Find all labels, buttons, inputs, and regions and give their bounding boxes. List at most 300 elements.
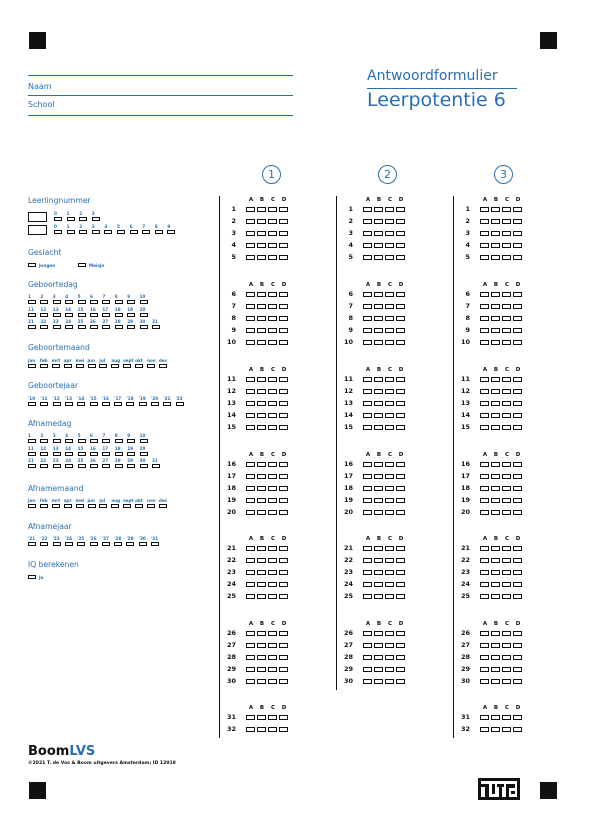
answer-checkbox-b[interactable] <box>374 413 383 418</box>
answer-checkbox-d[interactable] <box>513 231 522 236</box>
answer-checkbox-c[interactable] <box>385 255 394 260</box>
answer-checkbox-a[interactable] <box>480 582 489 587</box>
gender-checkbox-meisje[interactable] <box>78 263 86 267</box>
answer-checkbox-a[interactable] <box>480 389 489 394</box>
answer-checkbox-a[interactable] <box>480 558 489 563</box>
answer-checkbox-a[interactable] <box>363 474 372 479</box>
answer-checkbox-a[interactable] <box>246 558 255 563</box>
answer-checkbox-b[interactable] <box>491 340 500 345</box>
answer-checkbox-d[interactable] <box>396 667 405 672</box>
answer-checkbox-d[interactable] <box>513 328 522 333</box>
answer-checkbox-b[interactable] <box>257 462 266 467</box>
answer-checkbox-d[interactable] <box>396 582 405 587</box>
answer-checkbox-b[interactable] <box>374 667 383 672</box>
answer-checkbox-c[interactable] <box>385 655 394 660</box>
answer-checkbox-b[interactable] <box>491 727 500 732</box>
answer-checkbox-a[interactable] <box>363 667 372 672</box>
answer-checkbox-a[interactable] <box>363 498 372 503</box>
answer-checkbox-a[interactable] <box>363 643 372 648</box>
answer-checkbox-b[interactable] <box>257 401 266 406</box>
answer-checkbox-a[interactable] <box>246 231 255 236</box>
answer-checkbox-d[interactable] <box>513 570 522 575</box>
answer-checkbox-c[interactable] <box>268 558 277 563</box>
answer-checkbox-c[interactable] <box>268 316 277 321</box>
answer-checkbox-a[interactable] <box>246 667 255 672</box>
name-field[interactable] <box>28 95 293 96</box>
answer-checkbox-b[interactable] <box>491 582 500 587</box>
birth-day-checkbox[interactable] <box>90 313 98 317</box>
test-day-checkbox[interactable] <box>127 439 135 443</box>
answer-checkbox-d[interactable] <box>513 316 522 321</box>
test-day-checkbox[interactable] <box>28 464 36 468</box>
answer-checkbox-c[interactable] <box>268 243 277 248</box>
answer-checkbox-d[interactable] <box>396 340 405 345</box>
answer-checkbox-d[interactable] <box>513 558 522 563</box>
answer-checkbox-c[interactable] <box>502 582 511 587</box>
answer-checkbox-d[interactable] <box>513 667 522 672</box>
answer-checkbox-d[interactable] <box>513 304 522 309</box>
answer-checkbox-c[interactable] <box>385 474 394 479</box>
answer-checkbox-b[interactable] <box>374 389 383 394</box>
answer-checkbox-b[interactable] <box>257 255 266 260</box>
answer-checkbox-b[interactable] <box>374 631 383 636</box>
answer-checkbox-d[interactable] <box>279 377 288 382</box>
answer-checkbox-c[interactable] <box>385 594 394 599</box>
answer-checkbox-c[interactable] <box>502 304 511 309</box>
answer-checkbox-d[interactable] <box>396 498 405 503</box>
answer-checkbox-c[interactable] <box>268 425 277 430</box>
birth-day-checkbox[interactable] <box>53 325 61 329</box>
answer-checkbox-c[interactable] <box>268 570 277 575</box>
answer-checkbox-d[interactable] <box>396 558 405 563</box>
answer-checkbox-a[interactable] <box>246 582 255 587</box>
answer-checkbox-a[interactable] <box>480 667 489 672</box>
test-day-checkbox[interactable] <box>78 452 86 456</box>
answer-checkbox-c[interactable] <box>385 486 394 491</box>
answer-checkbox-b[interactable] <box>257 292 266 297</box>
answer-checkbox-b[interactable] <box>491 715 500 720</box>
answer-checkbox-c[interactable] <box>502 486 511 491</box>
test-year-checkbox[interactable] <box>114 542 122 546</box>
answer-checkbox-b[interactable] <box>257 727 266 732</box>
test-month-checkbox[interactable] <box>88 504 96 508</box>
answer-checkbox-b[interactable] <box>374 243 383 248</box>
answer-checkbox-b[interactable] <box>257 389 266 394</box>
answer-checkbox-c[interactable] <box>502 643 511 648</box>
answer-checkbox-c[interactable] <box>268 255 277 260</box>
answer-checkbox-c[interactable] <box>385 546 394 551</box>
answer-checkbox-a[interactable] <box>480 255 489 260</box>
answer-checkbox-a[interactable] <box>480 546 489 551</box>
test-day-checkbox[interactable] <box>65 439 73 443</box>
answer-checkbox-a[interactable] <box>246 219 255 224</box>
answer-checkbox-d[interactable] <box>513 643 522 648</box>
test-day-checkbox[interactable] <box>90 464 98 468</box>
answer-checkbox-c[interactable] <box>385 304 394 309</box>
answer-checkbox-b[interactable] <box>491 292 500 297</box>
birth-day-checkbox[interactable] <box>115 313 123 317</box>
answer-checkbox-a[interactable] <box>480 340 489 345</box>
answer-checkbox-c[interactable] <box>268 643 277 648</box>
birth-year-checkbox[interactable] <box>90 402 98 406</box>
answer-checkbox-c[interactable] <box>385 667 394 672</box>
birth-day-checkbox[interactable] <box>152 325 160 329</box>
answer-checkbox-a[interactable] <box>363 340 372 345</box>
answer-checkbox-d[interactable] <box>513 486 522 491</box>
answer-checkbox-c[interactable] <box>385 510 394 515</box>
test-day-checkbox[interactable] <box>40 439 48 443</box>
test-day-checkbox[interactable] <box>140 464 148 468</box>
answer-checkbox-c[interactable] <box>385 316 394 321</box>
birth-day-checkbox[interactable] <box>40 325 48 329</box>
answer-checkbox-d[interactable] <box>513 631 522 636</box>
answer-checkbox-b[interactable] <box>257 498 266 503</box>
answer-checkbox-b[interactable] <box>491 655 500 660</box>
birth-year-checkbox[interactable] <box>139 402 147 406</box>
student-number-digit-checkbox[interactable] <box>104 230 112 234</box>
answer-checkbox-d[interactable] <box>279 462 288 467</box>
answer-checkbox-d[interactable] <box>279 679 288 684</box>
test-month-checkbox[interactable] <box>52 504 60 508</box>
student-number-digit-checkbox[interactable] <box>54 230 62 234</box>
answer-checkbox-b[interactable] <box>374 679 383 684</box>
answer-checkbox-d[interactable] <box>396 594 405 599</box>
student-number-digit-checkbox[interactable] <box>92 230 100 234</box>
answer-checkbox-a[interactable] <box>363 207 372 212</box>
school-field[interactable] <box>28 115 293 116</box>
answer-checkbox-c[interactable] <box>502 727 511 732</box>
answer-checkbox-b[interactable] <box>257 582 266 587</box>
test-day-checkbox[interactable] <box>28 439 36 443</box>
birth-day-checkbox[interactable] <box>140 325 148 329</box>
answer-checkbox-d[interactable] <box>396 292 405 297</box>
birth-year-checkbox[interactable] <box>126 402 134 406</box>
answer-checkbox-d[interactable] <box>279 558 288 563</box>
answer-checkbox-c[interactable] <box>502 631 511 636</box>
answer-checkbox-d[interactable] <box>396 316 405 321</box>
answer-checkbox-c[interactable] <box>268 413 277 418</box>
answer-checkbox-b[interactable] <box>491 207 500 212</box>
student-number-digit-checkbox[interactable] <box>79 217 87 221</box>
test-year-checkbox[interactable] <box>40 542 48 546</box>
answer-checkbox-d[interactable] <box>396 643 405 648</box>
answer-checkbox-c[interactable] <box>502 594 511 599</box>
answer-checkbox-a[interactable] <box>363 401 372 406</box>
answer-checkbox-c[interactable] <box>502 328 511 333</box>
answer-checkbox-c[interactable] <box>502 377 511 382</box>
answer-checkbox-b[interactable] <box>257 377 266 382</box>
test-day-checkbox[interactable] <box>53 464 61 468</box>
test-month-checkbox[interactable] <box>135 504 143 508</box>
answer-checkbox-b[interactable] <box>257 328 266 333</box>
birth-day-checkbox[interactable] <box>140 313 148 317</box>
answer-checkbox-b[interactable] <box>374 510 383 515</box>
answer-checkbox-b[interactable] <box>257 643 266 648</box>
answer-checkbox-c[interactable] <box>502 462 511 467</box>
answer-checkbox-d[interactable] <box>279 389 288 394</box>
answer-checkbox-a[interactable] <box>363 219 372 224</box>
iq-checkbox[interactable] <box>28 575 36 579</box>
answer-checkbox-d[interactable] <box>279 546 288 551</box>
answer-checkbox-c[interactable] <box>502 316 511 321</box>
answer-checkbox-c[interactable] <box>502 498 511 503</box>
test-day-checkbox[interactable] <box>90 439 98 443</box>
birth-day-checkbox[interactable] <box>28 300 36 304</box>
answer-checkbox-d[interactable] <box>513 401 522 406</box>
answer-checkbox-c[interactable] <box>268 219 277 224</box>
answer-checkbox-b[interactable] <box>491 474 500 479</box>
test-day-checkbox[interactable] <box>115 464 123 468</box>
answer-checkbox-c[interactable] <box>268 594 277 599</box>
answer-checkbox-d[interactable] <box>279 570 288 575</box>
answer-checkbox-d[interactable] <box>396 377 405 382</box>
answer-checkbox-d[interactable] <box>513 715 522 720</box>
student-number-digit-checkbox[interactable] <box>117 230 125 234</box>
answer-checkbox-a[interactable] <box>246 207 255 212</box>
answer-checkbox-b[interactable] <box>491 679 500 684</box>
answer-checkbox-c[interactable] <box>268 667 277 672</box>
answer-checkbox-b[interactable] <box>257 413 266 418</box>
answer-checkbox-d[interactable] <box>279 486 288 491</box>
answer-checkbox-c[interactable] <box>268 462 277 467</box>
answer-checkbox-a[interactable] <box>246 631 255 636</box>
test-month-checkbox[interactable] <box>76 504 84 508</box>
answer-checkbox-c[interactable] <box>268 401 277 406</box>
answer-checkbox-d[interactable] <box>396 486 405 491</box>
answer-checkbox-b[interactable] <box>374 401 383 406</box>
answer-checkbox-d[interactable] <box>279 594 288 599</box>
answer-checkbox-a[interactable] <box>363 377 372 382</box>
answer-checkbox-a[interactable] <box>246 316 255 321</box>
answer-checkbox-d[interactable] <box>279 727 288 732</box>
answer-checkbox-a[interactable] <box>480 292 489 297</box>
answer-checkbox-c[interactable] <box>502 558 511 563</box>
test-day-checkbox[interactable] <box>53 452 61 456</box>
birth-day-checkbox[interactable] <box>65 313 73 317</box>
birth-month-checkbox[interactable] <box>147 364 155 368</box>
answer-checkbox-a[interactable] <box>246 655 255 660</box>
student-number-digit-checkbox[interactable] <box>79 230 87 234</box>
answer-checkbox-c[interactable] <box>268 292 277 297</box>
answer-checkbox-b[interactable] <box>491 231 500 236</box>
answer-checkbox-c[interactable] <box>385 243 394 248</box>
test-day-checkbox[interactable] <box>140 452 148 456</box>
answer-checkbox-c[interactable] <box>502 655 511 660</box>
answer-checkbox-b[interactable] <box>491 255 500 260</box>
birth-year-checkbox[interactable] <box>77 402 85 406</box>
test-month-checkbox[interactable] <box>123 504 131 508</box>
test-day-checkbox[interactable] <box>115 439 123 443</box>
answer-checkbox-d[interactable] <box>279 413 288 418</box>
answer-checkbox-c[interactable] <box>268 389 277 394</box>
answer-checkbox-a[interactable] <box>246 255 255 260</box>
answer-checkbox-a[interactable] <box>480 377 489 382</box>
answer-checkbox-a[interactable] <box>363 304 372 309</box>
answer-checkbox-c[interactable] <box>385 401 394 406</box>
answer-checkbox-b[interactable] <box>257 510 266 515</box>
answer-checkbox-d[interactable] <box>513 498 522 503</box>
answer-checkbox-d[interactable] <box>279 219 288 224</box>
answer-checkbox-b[interactable] <box>257 546 266 551</box>
answer-checkbox-a[interactable] <box>246 377 255 382</box>
answer-checkbox-b[interactable] <box>374 219 383 224</box>
answer-checkbox-b[interactable] <box>374 255 383 260</box>
test-day-checkbox[interactable] <box>65 464 73 468</box>
answer-checkbox-a[interactable] <box>363 655 372 660</box>
answer-checkbox-a[interactable] <box>480 413 489 418</box>
answer-checkbox-a[interactable] <box>480 498 489 503</box>
answer-checkbox-a[interactable] <box>363 582 372 587</box>
birth-month-checkbox[interactable] <box>88 364 96 368</box>
answer-checkbox-b[interactable] <box>491 631 500 636</box>
answer-checkbox-c[interactable] <box>385 340 394 345</box>
answer-checkbox-a[interactable] <box>246 304 255 309</box>
answer-checkbox-d[interactable] <box>513 462 522 467</box>
answer-checkbox-b[interactable] <box>257 594 266 599</box>
birth-day-checkbox[interactable] <box>115 325 123 329</box>
answer-checkbox-b[interactable] <box>257 486 266 491</box>
answer-checkbox-a[interactable] <box>480 316 489 321</box>
answer-checkbox-c[interactable] <box>502 510 511 515</box>
answer-checkbox-b[interactable] <box>257 667 266 672</box>
answer-checkbox-d[interactable] <box>279 316 288 321</box>
answer-checkbox-c[interactable] <box>502 401 511 406</box>
answer-checkbox-b[interactable] <box>374 292 383 297</box>
answer-checkbox-b[interactable] <box>374 377 383 382</box>
answer-checkbox-a[interactable] <box>480 474 489 479</box>
answer-checkbox-a[interactable] <box>363 316 372 321</box>
answer-checkbox-a[interactable] <box>246 243 255 248</box>
answer-checkbox-a[interactable] <box>246 679 255 684</box>
answer-checkbox-b[interactable] <box>374 594 383 599</box>
answer-checkbox-d[interactable] <box>513 655 522 660</box>
birth-day-checkbox[interactable] <box>53 313 61 317</box>
test-day-checkbox[interactable] <box>140 439 148 443</box>
answer-checkbox-d[interactable] <box>396 631 405 636</box>
test-year-checkbox[interactable] <box>77 542 85 546</box>
birth-month-checkbox[interactable] <box>99 364 107 368</box>
test-month-checkbox[interactable] <box>64 504 72 508</box>
test-year-checkbox[interactable] <box>126 542 134 546</box>
answer-checkbox-d[interactable] <box>513 425 522 430</box>
answer-checkbox-d[interactable] <box>513 243 522 248</box>
answer-checkbox-d[interactable] <box>513 219 522 224</box>
test-day-checkbox[interactable] <box>78 439 86 443</box>
answer-checkbox-b[interactable] <box>491 316 500 321</box>
answer-checkbox-b[interactable] <box>374 486 383 491</box>
birth-year-checkbox[interactable] <box>151 402 159 406</box>
answer-checkbox-d[interactable] <box>279 582 288 587</box>
test-day-checkbox[interactable] <box>40 464 48 468</box>
answer-checkbox-b[interactable] <box>491 377 500 382</box>
answer-checkbox-b[interactable] <box>257 558 266 563</box>
answer-checkbox-b[interactable] <box>374 570 383 575</box>
birth-month-checkbox[interactable] <box>64 364 72 368</box>
answer-checkbox-b[interactable] <box>491 558 500 563</box>
answer-checkbox-a[interactable] <box>480 328 489 333</box>
answer-checkbox-b[interactable] <box>257 231 266 236</box>
test-year-checkbox[interactable] <box>151 542 159 546</box>
answer-checkbox-d[interactable] <box>279 655 288 660</box>
answer-checkbox-b[interactable] <box>491 546 500 551</box>
answer-checkbox-b[interactable] <box>491 328 500 333</box>
test-day-checkbox[interactable] <box>53 439 61 443</box>
birth-day-checkbox[interactable] <box>28 313 36 317</box>
answer-checkbox-b[interactable] <box>257 715 266 720</box>
test-month-checkbox[interactable] <box>111 504 119 508</box>
answer-checkbox-c[interactable] <box>385 498 394 503</box>
answer-checkbox-c[interactable] <box>268 655 277 660</box>
answer-checkbox-d[interactable] <box>279 292 288 297</box>
answer-checkbox-a[interactable] <box>246 727 255 732</box>
answer-checkbox-b[interactable] <box>491 594 500 599</box>
answer-checkbox-b[interactable] <box>374 643 383 648</box>
birth-year-checkbox[interactable] <box>28 402 36 406</box>
answer-checkbox-c[interactable] <box>385 389 394 394</box>
answer-checkbox-b[interactable] <box>257 679 266 684</box>
answer-checkbox-b[interactable] <box>491 389 500 394</box>
answer-checkbox-a[interactable] <box>363 570 372 575</box>
answer-checkbox-c[interactable] <box>268 231 277 236</box>
answer-checkbox-b[interactable] <box>491 425 500 430</box>
answer-checkbox-c[interactable] <box>385 219 394 224</box>
answer-checkbox-d[interactable] <box>279 207 288 212</box>
answer-checkbox-a[interactable] <box>246 328 255 333</box>
answer-checkbox-a[interactable] <box>246 486 255 491</box>
birth-year-checkbox[interactable] <box>163 402 171 406</box>
student-number-digit-checkbox[interactable] <box>92 217 100 221</box>
answer-checkbox-b[interactable] <box>491 510 500 515</box>
answer-checkbox-c[interactable] <box>502 255 511 260</box>
answer-checkbox-a[interactable] <box>363 255 372 260</box>
answer-checkbox-a[interactable] <box>480 425 489 430</box>
answer-checkbox-d[interactable] <box>396 655 405 660</box>
birth-day-checkbox[interactable] <box>90 325 98 329</box>
answer-checkbox-a[interactable] <box>480 679 489 684</box>
test-year-checkbox[interactable] <box>28 542 36 546</box>
answer-checkbox-d[interactable] <box>279 304 288 309</box>
answer-checkbox-b[interactable] <box>374 340 383 345</box>
answer-checkbox-d[interactable] <box>279 401 288 406</box>
answer-checkbox-c[interactable] <box>502 474 511 479</box>
answer-checkbox-b[interactable] <box>374 231 383 236</box>
student-number-box-2[interactable] <box>28 225 47 235</box>
test-year-checkbox[interactable] <box>65 542 73 546</box>
birth-month-checkbox[interactable] <box>52 364 60 368</box>
answer-checkbox-a[interactable] <box>480 243 489 248</box>
answer-checkbox-d[interactable] <box>279 643 288 648</box>
answer-checkbox-d[interactable] <box>513 377 522 382</box>
answer-checkbox-d[interactable] <box>513 510 522 515</box>
answer-checkbox-d[interactable] <box>279 474 288 479</box>
answer-checkbox-d[interactable] <box>513 546 522 551</box>
student-number-digit-checkbox[interactable] <box>155 230 163 234</box>
test-day-checkbox[interactable] <box>28 452 36 456</box>
answer-checkbox-d[interactable] <box>396 425 405 430</box>
birth-day-checkbox[interactable] <box>140 300 148 304</box>
answer-checkbox-c[interactable] <box>502 715 511 720</box>
answer-checkbox-c[interactable] <box>385 413 394 418</box>
answer-checkbox-a[interactable] <box>246 413 255 418</box>
answer-checkbox-d[interactable] <box>396 546 405 551</box>
answer-checkbox-a[interactable] <box>480 594 489 599</box>
answer-checkbox-b[interactable] <box>374 316 383 321</box>
answer-checkbox-b[interactable] <box>374 546 383 551</box>
answer-checkbox-a[interactable] <box>246 340 255 345</box>
test-month-checkbox[interactable] <box>28 504 36 508</box>
answer-checkbox-a[interactable] <box>363 558 372 563</box>
answer-checkbox-a[interactable] <box>246 292 255 297</box>
